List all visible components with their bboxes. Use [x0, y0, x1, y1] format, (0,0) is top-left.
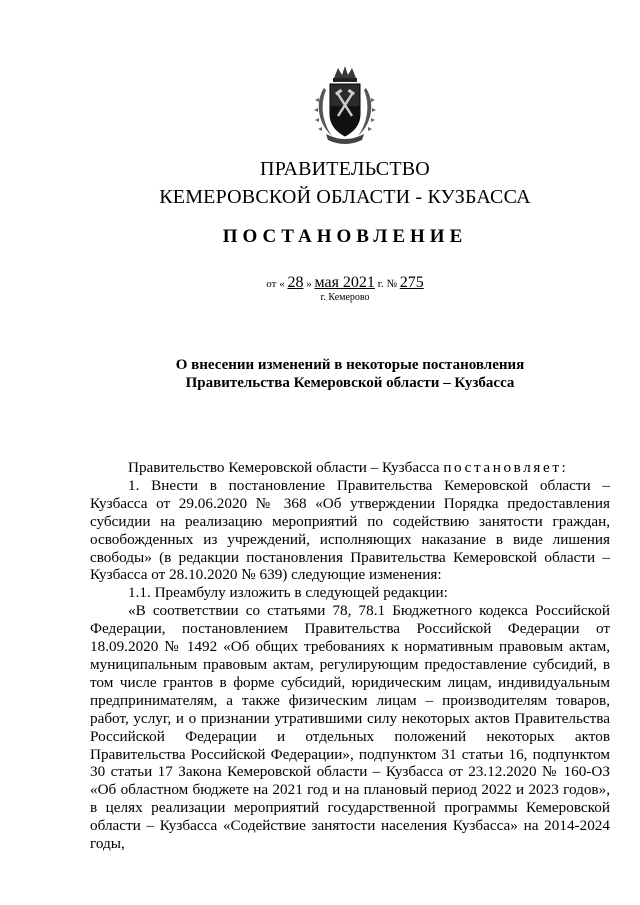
date-sep: » [306, 278, 312, 290]
number-sign: № [386, 278, 397, 290]
coat-of-arms-emblem [312, 64, 378, 144]
document-title-line1: О внесении изменений в некоторые постановления [175, 357, 525, 373]
government-name-line2: КЕМЕРОВСКОЙ ОБЛАСТИ - КУЗБАССА [159, 186, 531, 208]
paragraph-1: 1. Внести в постановление Правительства Кемеровской области – Кузбасса от 29.06.2020 № 368 «Об утверждении Порядка предоставления субсидии на реализацию мероприятий по содействию занятости граждан, освобожденных из учреждений, исполняющих наказание в виде лишения свободы» (в редакции постановления Правительства Кемеровской области – Кузбасса от 28.10.2020 № 639) следующие изменения: [90, 476, 610, 584]
intro-resolves: постановляет: [443, 459, 569, 476]
intro-text: Правительство Кемеровской области – Кузбасса [128, 459, 444, 476]
date-year-suffix: г. [377, 278, 384, 290]
document-body [90, 459, 610, 853]
paragraph-preamble: «В соответствии со статьями 78, 78.1 Бюджетного кодекса Российской Федерации, постановлением Правительства Российской Федерации от 18.09.2020 № 1492 «Об общих требованиях к нормативным правовым актам, муниципальным правовым актам, регулирующим предоставление субсидий, в том числе грантов в форме субсидий, юридическим лицам, индивидуальным предпринимателям, а также физическим лицам – производителям товаров, работ, услуг, и о признании утратившими силу некоторых актов Правительства Российской Федерации и отдельных положений некоторых актов Правительства Российской Федерации», подпунктом 31 статьи 16, подпунктом 30 статьи 17 Закона Кемеровской области – Кузбасса от 23.12.2020 № 160-ОЗ «Об областном бюджете на 2021 год и на плановый период 2022 и 2023 годов», в целях реализации мероприятий государственной программы Кемеровской области – Кузбасса «Содействие занятости населения Кузбасса» на 2014-2024 годы, [90, 602, 610, 853]
document-date-number [0, 274, 640, 292]
paragraph-1-1: 1.1. Преамбулу изложить в следующей редакции: [128, 584, 448, 602]
document-title [90, 356, 610, 392]
document-type-heading: ПОСТАНОВЛЕНИЕ [222, 226, 468, 247]
date-day: 28 [287, 274, 304, 291]
intro-paragraph [90, 459, 610, 477]
document-number: 275 [399, 274, 424, 291]
government-name-line1: ПРАВИТЕЛЬСТВО [260, 158, 430, 180]
document-title-line2: Правительства Кемеровской области – Кузбасса [185, 375, 515, 391]
date-month-year: мая 2021 [314, 274, 375, 291]
date-prefix: от « [266, 278, 285, 290]
city-name: г. Кемерово [320, 292, 370, 303]
